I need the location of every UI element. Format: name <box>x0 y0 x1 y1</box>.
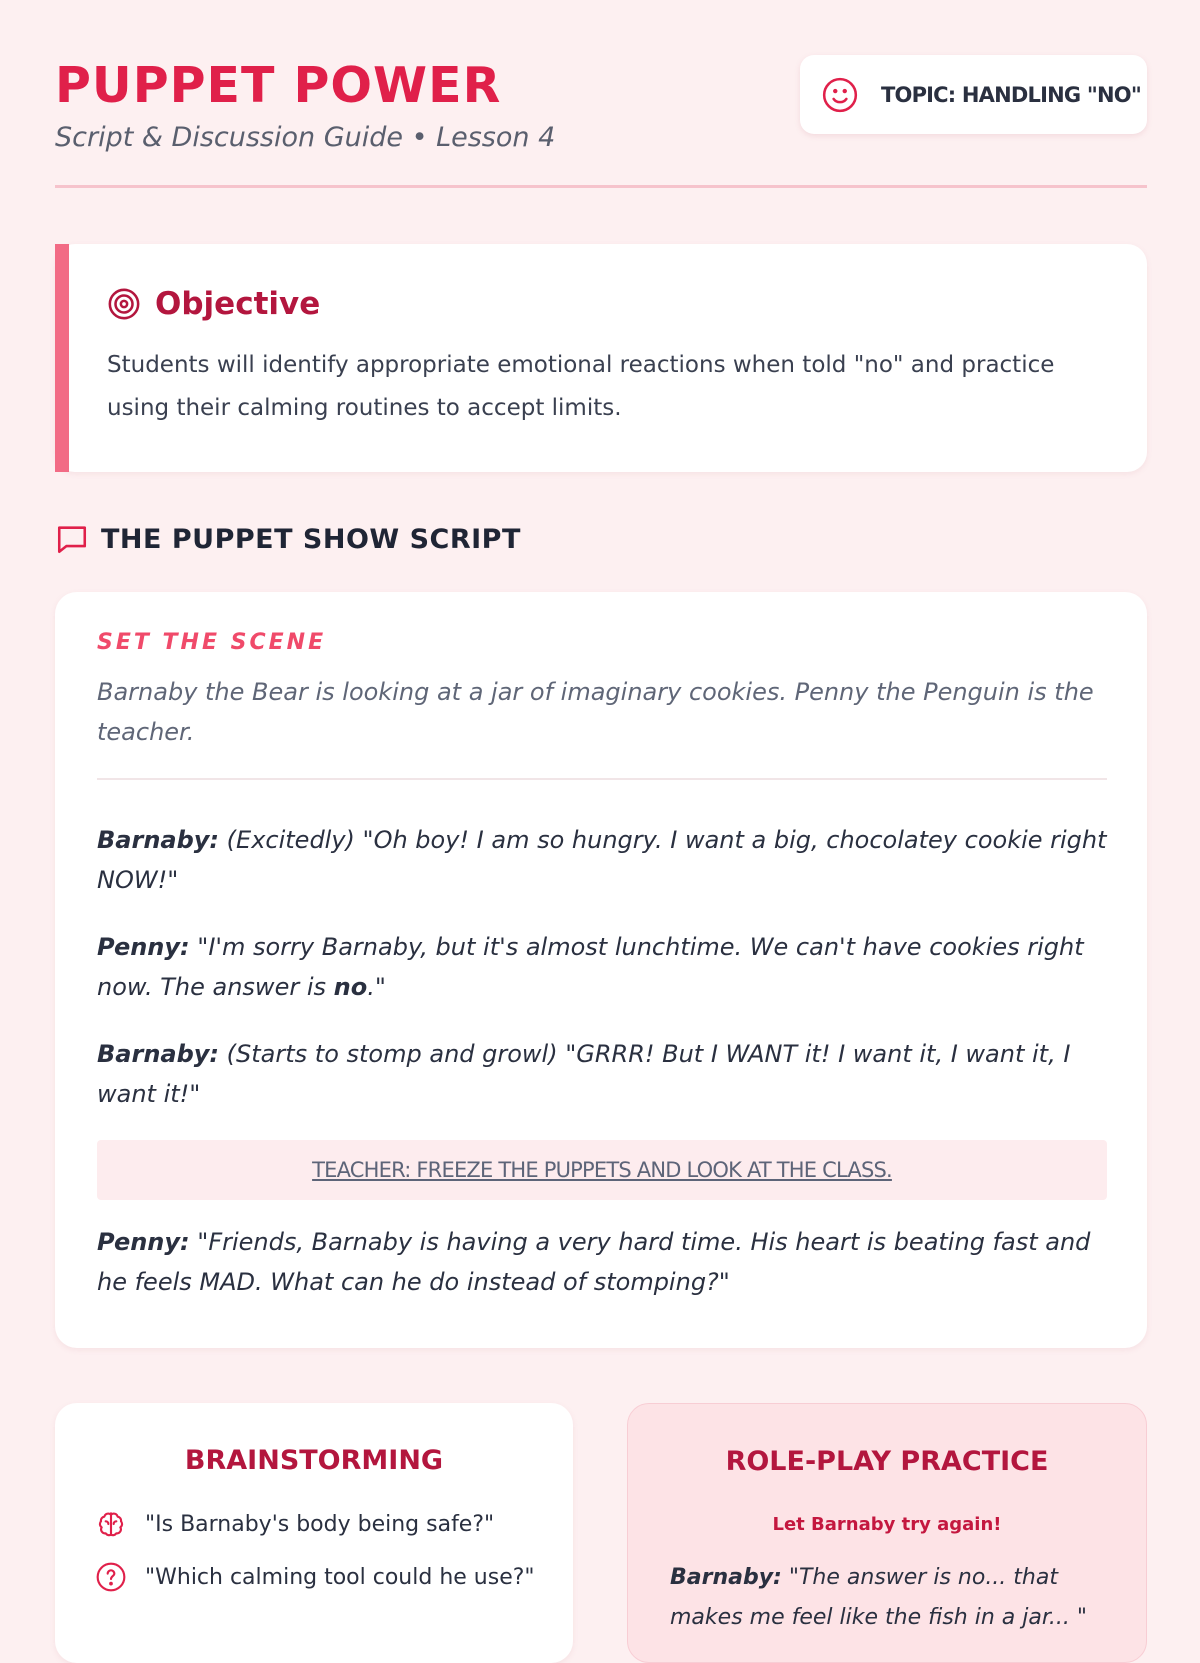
objective-accent-bar <box>55 244 69 472</box>
script-section-heading <box>55 522 521 556</box>
brainstorm-item <box>95 1508 494 1540</box>
script-line <box>97 1034 1107 1114</box>
header <box>55 52 1147 188</box>
line-text: "Friends, Barnaby is having a very hard time. His heart is beating fast and he feels MAD. What can he do instead of stomping?" <box>97 1228 1091 1296</box>
page <box>55 0 1147 1630</box>
speaker-name: Barnaby: <box>97 1040 220 1068</box>
brainstorm-text: "Which calming tool could he use?" <box>145 1564 535 1590</box>
script-section-title: THE PUPPET SHOW SCRIPT <box>101 523 521 555</box>
speaker-name: Penny: <box>97 1228 190 1256</box>
speaker-name: Penny: <box>97 933 190 961</box>
role-play-subheading: Let Barnaby try again! <box>772 1514 1002 1535</box>
scene-label: SET THE SCENE <box>97 630 327 655</box>
objective-card <box>55 244 1147 472</box>
script-line <box>97 1222 1107 1302</box>
brainstorm-text: "Is Barnaby's body being safe?" <box>145 1511 495 1537</box>
topic-badge <box>800 55 1147 134</box>
speaker-name: Barnaby: <box>97 826 220 854</box>
objective-text: Students will identify appropriate emotional reactions when told "no" and practice using their calming routines to accept limits. <box>107 352 1055 421</box>
script-card <box>55 592 1147 1348</box>
role-play-heading: ROLE-PLAY PRACTICE <box>725 1446 1049 1477</box>
script-line <box>97 820 1107 900</box>
smile-icon <box>821 76 859 114</box>
question-icon <box>95 1561 127 1593</box>
role-play-card <box>627 1403 1147 1663</box>
scene-divider <box>97 778 1107 780</box>
brainstorming-heading: BRAINSTORMING <box>184 1445 444 1476</box>
target-icon <box>107 287 141 321</box>
objective-heading: Objective <box>155 286 321 322</box>
line-text-end: ." <box>367 973 386 1001</box>
emphasis-word: no <box>333 973 368 1001</box>
line-text: (Starts to stomp and growl) "GRRR! But I WANT it! I want it, I want it, I want it!" <box>97 1040 1071 1108</box>
scene-description: Barnaby the Bear is looking at a jar of imaginary cookies. Penny the Penguin is the teacher. <box>97 678 1094 746</box>
brain-icon <box>95 1508 127 1540</box>
role-play-line <box>670 1558 1110 1638</box>
line-text: "I'm sorry Barnaby, but it's almost lunchtime. We can't have cookies right now. The answer is <box>97 933 1084 1001</box>
speaker-name: Barnaby: <box>670 1565 782 1590</box>
brainstorm-item <box>95 1561 535 1593</box>
objective-heading-row <box>107 286 320 322</box>
script-line <box>97 927 1107 1007</box>
line-text: (Excitedly) "Oh boy! I am so hungry. I want a big, chocolatey cookie right NOW!" <box>97 826 1107 894</box>
teacher-note: TEACHER: FREEZE THE PUPPETS AND LOOK AT THE CLASS. <box>97 1140 1107 1200</box>
speech-bubble-icon <box>55 522 89 556</box>
topic-label: TOPIC: HANDLING "NO" <box>881 82 1141 107</box>
page-title: PUPPET POWER <box>55 57 502 114</box>
line-text: "The answer is no... that makes me feel like the fish in a jar... " <box>670 1565 1087 1630</box>
page-subtitle: Script & Discussion Guide • Lesson 4 <box>55 122 556 153</box>
